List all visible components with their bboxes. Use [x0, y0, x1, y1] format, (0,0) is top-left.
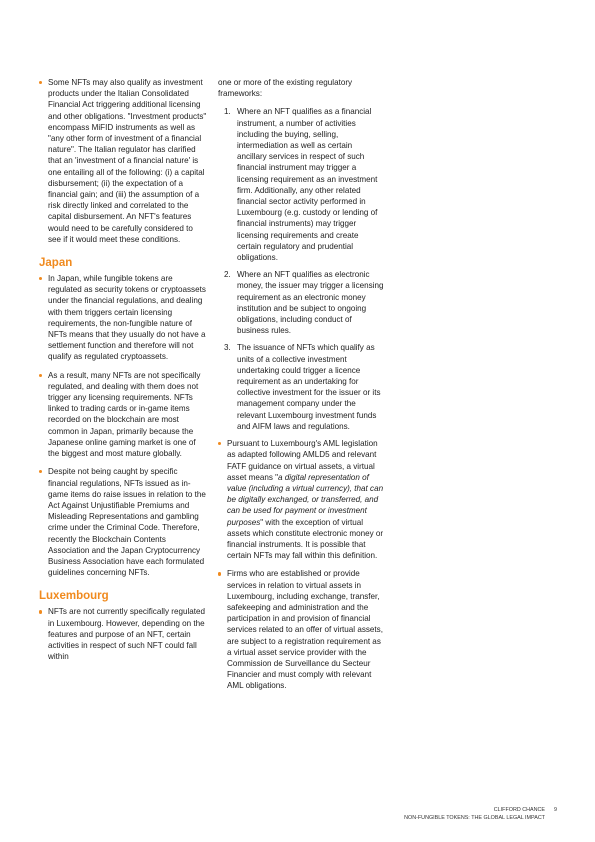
item-number: 1. — [224, 107, 231, 117]
bullet-text: Some NFTs may also qualify as investment products under the Italian Consolidated Financial Act triggering additional licensing and other obligations. "Investment products" encompass MiFID instruments as well as "any other form of investment of a financial nature". The Italian regulator has clarified that an 'investment of a financial nature' is one entailing all of the following: (i) a capital disbursement; (ii) the expectation of a financial gain; and (iii) the assumption of a risk directly linked and correlated to the capital disbursement. An NFT's features would need to be carefully considered to see if it would meet these conditions. — [48, 78, 207, 244]
section-heading-luxembourg: Luxembourg — [39, 590, 109, 603]
bullet-text-before: Pursuant to Luxembourg's AML legislation as adapted following AMLD5 and relevant FATF guidance on virtual assets, a virtual asset means " — [227, 439, 378, 482]
bullet-text: As a result, many NFTs are not specifically regulated, and dealing with them does not trigger any licensing requirements. NFTs linked to trading cards or in-game items recorded on the blockchain are most common in Japan, primarily because the Japanese online gaming market is one of the biggest and most mature globally. — [48, 370, 201, 459]
item-number: 3. — [224, 343, 231, 353]
bullet-dot-icon — [39, 374, 42, 377]
bullet-text: Firms who are established or provide services in relation to virtual assets in Luxembourg, including exchange, transfer, safekeeping and administration and the participation in and provision of financial services related to an offer of virtual assets, are subject to a registration requirement as a virtual asset service provider with the Commission de Surveillance du Secteur Financier and must comply with relevant AML obligations. — [227, 569, 383, 691]
bullet-text-after: " with the exception of virtual assets which constitute electronic money or financial instruments. It is possible that certain NFTs may fall within this definition. — [227, 517, 384, 561]
bullet-dot-icon — [218, 442, 221, 445]
left-column — [39, 77, 207, 669]
italy-investment-bullet — [39, 77, 207, 245]
virtual-asset-definition: a digital representation of value (including a virtual currency), that can be digitally exchanged, or transferred, and can be used for payment or investment purposes — [227, 472, 384, 527]
page-footer — [404, 807, 557, 822]
footer-title: NON-FUNGIBLE TOKENS: THE GLOBAL LEGAL IMPACT — [404, 814, 545, 821]
japan-bullet-2 — [39, 370, 207, 460]
bullet-dot-icon — [39, 81, 42, 84]
item-text: The issuance of NFTs which qualify as units of a collective investment undertaking could trigger a licence requirement as an undertaking for collective investment for the issuer or its management company under the relevant Luxembourg investment funds and AIFM laws and regulations. — [237, 343, 381, 431]
item-text: Where an NFT qualifies as a financial instrument, a number of activities including the buying, selling, intermediation as well as certain ancillary services in respect of such financial instrument may trigger a licensing requirement as an investment firm. Additionally, any other related financial sector activity performed in Luxembourg (e.g. custody or lending of financial instruments) may trigger licensing requirements and create certain regulatory and prudential obligations. — [237, 107, 378, 263]
aml-definition-bullet — [218, 438, 384, 561]
section-heading-japan: Japan — [39, 257, 73, 270]
footer-firm: CLIFFORD CHANCE — [493, 807, 545, 813]
bullet-text: In Japan, while fungible tokens are regulated as security tokens or cryptoassets under the financial regulations, and dealing with them triggers certain licensing requirements, the non-fungible nature of NFTs means that they usually do not have a settlement function and therefore will not qualify as regulated cryptoassets. — [48, 274, 206, 362]
numbered-item-3 — [224, 342, 384, 432]
bullet-text: NFTs are not currently specifically regulated in Luxembourg. However, depending on the features and purpose of an NFT, certain activities in respect of such NFT could fall within — [48, 607, 205, 662]
bullet-dot-icon — [218, 572, 221, 575]
bullet-dot-icon — [39, 610, 42, 613]
page-number: 9 — [554, 807, 557, 813]
bullet-dot-icon — [39, 470, 42, 473]
right-column — [218, 77, 384, 699]
numbered-item-2 — [224, 269, 384, 336]
item-text: Where an NFT qualifies as electronic money, the issuer may trigger a licensing requirement as an electronic money institution and be subject to ongoing obligations, including conduct of business rules. — [237, 270, 384, 336]
bullet-text: Despite not being caught by specific financial regulations, NFTs issued as in-game items do raise issues in relation to the Act Against Unjustifiable Premiums and Misleading Representations and gambling crime under the Criminal Code. Therefore, recently the Blockchain Contents Association and the Japan Cryptocurrency Business Association have each formulated guidelines concerning NFTs. — [48, 467, 206, 578]
item-number: 2. — [224, 270, 231, 280]
continuation-text: one or more of the existing regulatory frameworks: — [218, 78, 353, 99]
bullet-dot-icon — [39, 277, 42, 280]
japan-bullet-1 — [39, 273, 207, 363]
numbered-item-1 — [224, 106, 384, 263]
luxembourg-bullet-1 — [39, 606, 207, 662]
japan-bullet-3 — [39, 466, 207, 578]
firms-bullet — [218, 568, 384, 691]
